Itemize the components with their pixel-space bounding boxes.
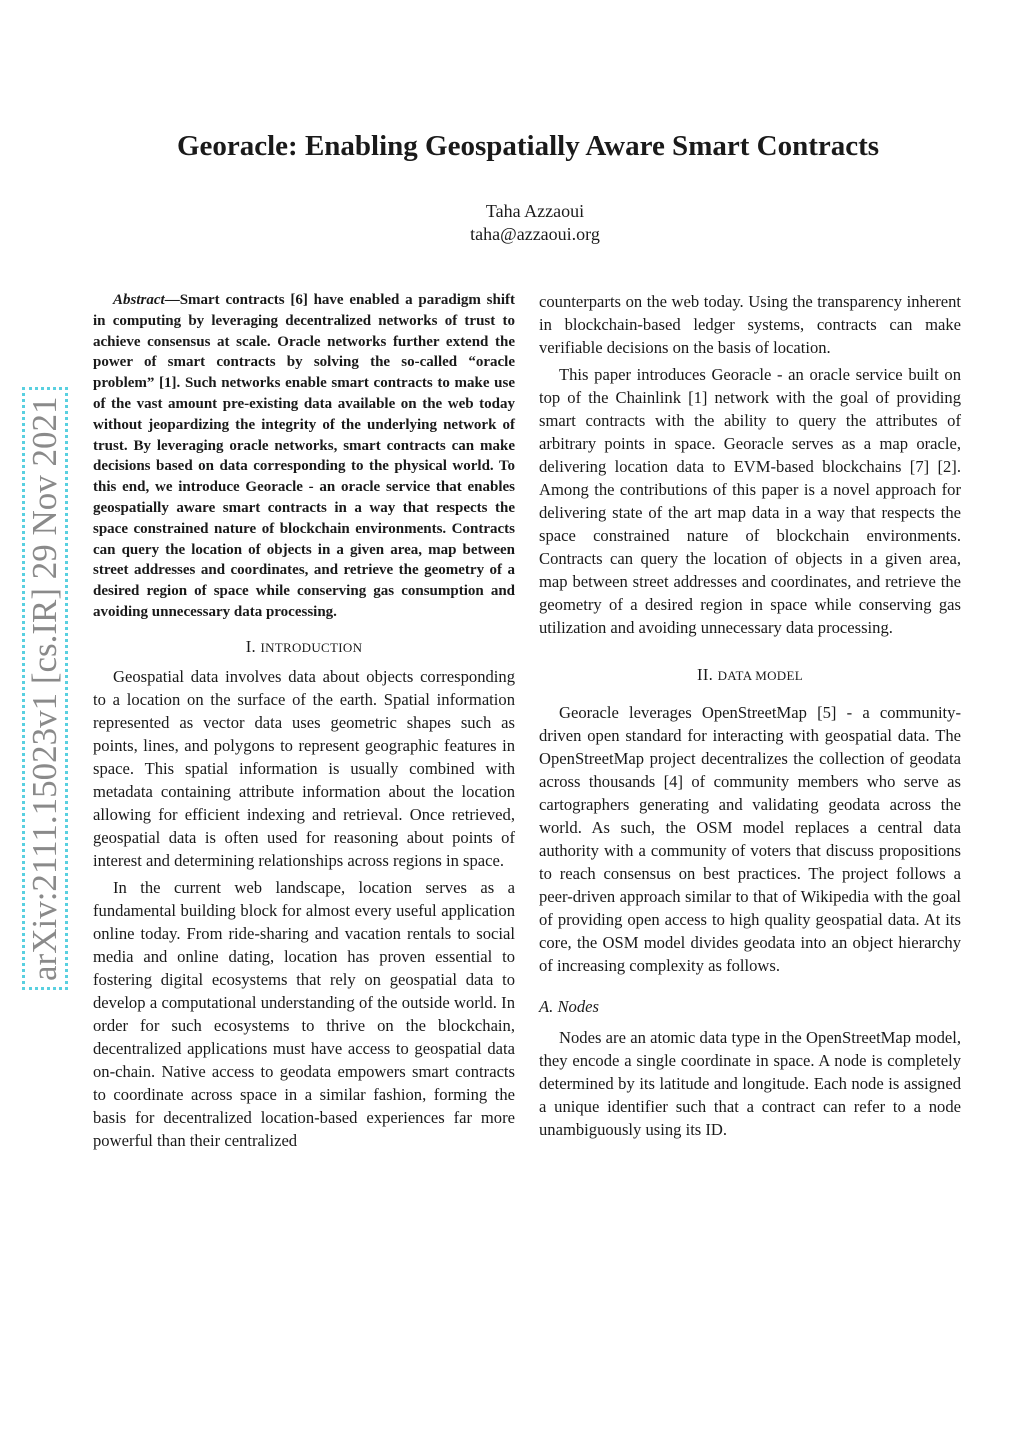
author-email: taha@azzaoui.org xyxy=(470,224,600,244)
author-block xyxy=(0,200,1024,246)
intro-paragraph-2: In the current web landscape, location serves as a fundamental building block for almost every useful application online today. From ride-sharing and vacation rentals to social media and online dating, location has proven essential to fostering digital ecosystems that rely on geospatial data to develop a computational understanding of the outside world. In order for such ecosystems to thrive on the blockchain, decentralized applications must have access to geospatial data on-chain. Native access to geodata empowers smart contracts to coordinate across space in a similar fashion, forming the basis for decentralized location-based experiences far more powerful than their centralized xyxy=(93,877,515,1150)
arxiv-identifier: arXiv:2111.15023v1 [cs.IR] 29 Nov 2021 xyxy=(22,387,68,990)
abstract-label: Abstract xyxy=(113,292,165,308)
right-column xyxy=(539,290,961,1141)
left-column xyxy=(93,290,515,1152)
subsection-label: A. xyxy=(539,997,554,1016)
abstract: Abstract—Smart contracts [6] have enabled a paradigm shift in computing by leveraging decentralized networks of trust to achieve consensus at scale. Oracle networks further extend the power of smart contracts by solving the so-called “oracle problem” [1]. Such networks enable smart contracts to make use of the vast amount pre-existing data available on the web today without jeopardizing the integrity of the underlying network of trust. By leveraging oracle networks, smart contracts can make decisions based on data corresponding to the physical world. To this end, we introduce Georacle - an oracle service that enables geospatially aware smart contracts in a way that respects the space constrained nature of blockchain environments. Contracts can query the location of objects in a given area, map between street addresses and coordinates, and retrieve the geometry of a desired region of space while conserving gas consumption and avoiding unnecessary data processing. xyxy=(93,292,515,620)
abstract-text: Smart contracts [6] have enabled a paradigm shift in computing by leveraging decentralized networks of trust to achieve consensus at scale. Oracle networks further extend the power of smart contracts by solving the so-called “oracle problem” [1]. Such networks enable smart contracts to make use of the vast amount pre-existing data available on the web today without jeopardizing the integrity of the underlying network of trust. By leveraging oracle networks, smart contracts can make decisions based on data corresponding to the physical world. To this end, we introduce Georacle - an oracle service that enables geospatially aware smart contracts in a way that respects the space constrained nature of blockchain environments. Contracts can query the location of objects in a given area, map between street addresses and coordinates, and retrieve the geometry of a desired region of space while conserving gas consumption and avoiding unnecessary data processing. xyxy=(93,292,515,620)
subsection-title: Nodes xyxy=(557,997,599,1016)
intro-paragraph-3: This paper introduces Georacle - an oracle service built on top of the Chainlink [1] network with the goal of providing smart contracts with the ability to query the attributes of arbitrary points in space. Georacle serves as a map oracle, delivering location data to EVM-based blockchains [7] [2]. Among the contributions of this paper is a novel approach for delivering state of the art map data in a way that respects the space constrained nature of blockchain environments. Contracts can query the location of objects in a given area, map between street addresses and coordinates, and retrieve the geometry of a desired region in space while conserving gas utilization and avoiding unnecessary data processing. xyxy=(539,365,961,637)
section-heading-introduction xyxy=(93,635,515,659)
section-number: I. xyxy=(245,636,256,656)
data-model-paragraph-1: Georacle leverages OpenStreetMap [5] - a community-driven open standard for interacting with geospatial data. The OpenStreetMap project decentralizes the collection of geodata across thousands [4] of community members who serve as cartographers generating and validating geodata across the world. As such, the OSM model replaces a central data authority with a community of voters that discuss propositions to reach consensus on best practices. The project follows a peer-driven approach similar to that of Wikipedia with the goal of providing open access to high quality geospatial data. At its core, the OSM model divides geodata into an object hierarchy of increasing complexity as follows. xyxy=(539,703,961,975)
author-name: Taha Azzaoui xyxy=(485,201,585,221)
section-heading-data-model xyxy=(539,663,961,687)
nodes-paragraph-1: Nodes are an atomic data type in the OpenStreetMap model, they encode a single coordinate in space. A node is completely determined by its latitude and longitude. Each node is assigned a unique identifier such that a contract can refer to a node unambiguously using its ID. xyxy=(539,1028,961,1139)
intro-paragraph-1: Geospatial data involves data about objects corresponding to a location on the surface of the earth. Spatial information represented as vector data uses geometric shapes such as points, lines, and polygons to represent geographic features in space. This spatial information is usually combined with metadata containing attribute information about the location allowing for efficient indexing and retrieval. Once retrieved, geospatial data is often used for reasoning about points of interest and determining relationships across regions in space. xyxy=(93,666,515,870)
section-number: II. xyxy=(697,665,714,684)
section-title: DATA MODEL xyxy=(717,668,803,683)
paper-title: Georacle: Enabling Geospatially Aware Smart Contracts xyxy=(176,130,880,162)
subsection-heading-nodes xyxy=(539,995,961,1018)
intro-paragraph-2-continued: counterparts on the web today. Using the transparency inherent in blockchain-based ledger systems, contracts can make verifiable decisions on the basis of location. xyxy=(539,292,961,357)
section-title: INTRODUCTION xyxy=(260,639,363,655)
